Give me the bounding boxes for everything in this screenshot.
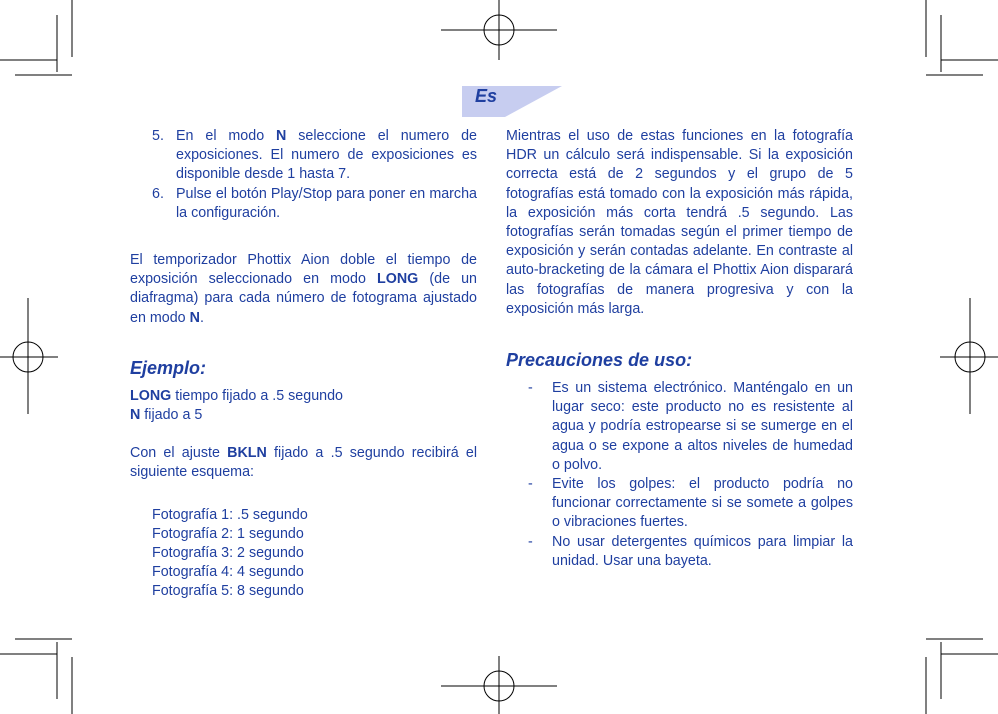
precaution-item: - Evite los golpes: el producto podría no funcionar correctamente si se somete a golpes o vibraciones fuertes. — [528, 476, 853, 531]
precaution-item: - Es un sistema electrónico. Manténgalo en un lugar seco: este producto no es resistente al agua y podría estropearse si se sumerge en el agua o se expone a altos niveles de humedad o polvo. — [528, 380, 853, 473]
photo-schedule-list — [130, 506, 477, 602]
example-line-n: N fijado a 5 — [130, 407, 203, 424]
precaution-item: - No usar detergentes químicos para limpiar la unidad. Usar una bayeta. — [528, 533, 853, 569]
step-number: 6. — [152, 185, 164, 202]
timer-paragraph: El temporizador Phottix Aion doble el tiempo de exposición seleccionado en modo LONG (de un diafragma) para cada número de fotograma ajustado en modo N. — [130, 252, 477, 326]
left-column — [130, 127, 477, 602]
step-number: 5. — [152, 128, 164, 144]
precautions-list — [506, 379, 853, 571]
precautions-heading: Precauciones de uso: — [506, 350, 693, 371]
step-item: 6. Pulse el botón Play/Stop para poner en marcha la configuración. — [152, 185, 477, 221]
photo-schedule-item: Fotografía 4: 4 segundo — [152, 564, 304, 581]
hdr-intro-paragraph: Mientras el uso de estas funciones en la fotografía HDR un cálculo será indispensable. Si la exposición correcta está de 2 segundos y el grupo de 5 fotografías está tomado con la exposición más rápida, la exposición más corta tendrá .5 segundo. Las fotografías serán tomadas según el primer tiempo de exposición y serán contadas adelante. En contraste al auto-bracketing de la cámara el Phottix Aion disparará las fotografías de manera progresiva y con la exposición más larga. — [506, 128, 853, 317]
example-heading: Ejemplo: — [130, 357, 207, 378]
bkln-paragraph: Con el ajuste BKLN fijado a .5 segundo recibirá el siguiente esquema: — [130, 445, 477, 481]
example-line-long: LONG tiempo fijado a .5 segundo — [130, 387, 343, 404]
photo-schedule-item: Fotografía 2: 1 segundo — [152, 525, 304, 542]
right-column — [506, 127, 853, 571]
photo-schedule-item: Fotografía 1: .5 segundo — [152, 506, 308, 523]
language-tab-label: Es — [475, 86, 498, 106]
photo-schedule-item: Fotografía 3: 2 segundo — [152, 545, 304, 562]
step-item: 5. En el modo N seleccione el numero de exposiciones. El numero de exposiciones es disponible desde 1 hasta 7. — [152, 128, 477, 183]
photo-schedule-item: Fotografía 5: 8 segundo — [152, 583, 304, 600]
steps-list — [130, 127, 477, 223]
